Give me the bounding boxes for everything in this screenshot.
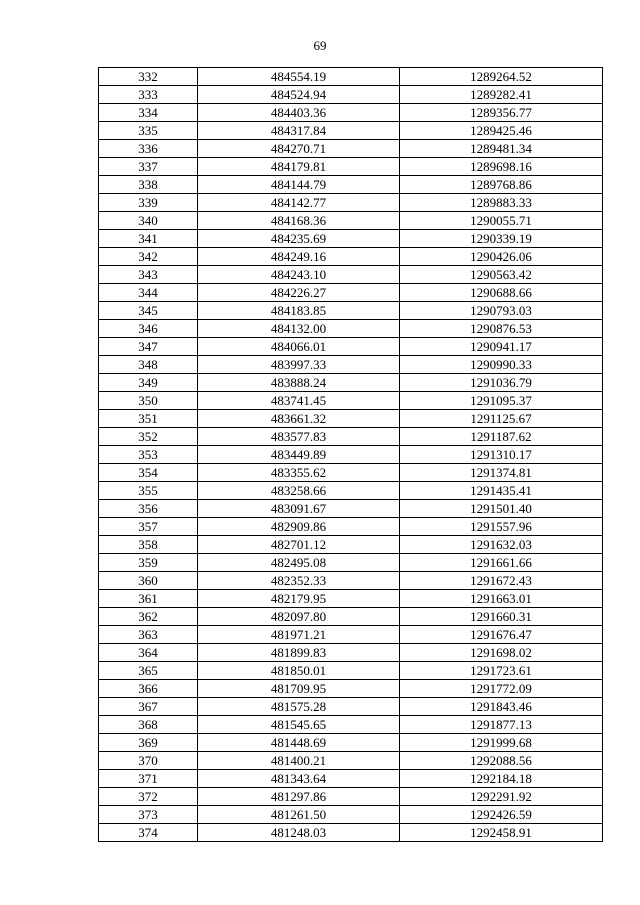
table-row xyxy=(99,86,603,104)
point-number-cell: 372 xyxy=(99,788,198,806)
y-coordinate-cell: 1290426.06 xyxy=(400,248,603,266)
table-row xyxy=(99,302,603,320)
point-number-cell: 338 xyxy=(99,176,198,194)
y-coordinate-cell: 1292088.56 xyxy=(400,752,603,770)
x-coordinate-cell: 482701.12 xyxy=(198,536,400,554)
y-coordinate-cell: 1291095.37 xyxy=(400,392,603,410)
table-row xyxy=(99,122,603,140)
y-coordinate-cell: 1290055.71 xyxy=(400,212,603,230)
y-coordinate-cell: 1290941.17 xyxy=(400,338,603,356)
x-coordinate-cell: 481343.64 xyxy=(198,770,400,788)
point-number-cell: 344 xyxy=(99,284,198,302)
y-coordinate-cell: 1291557.96 xyxy=(400,518,603,536)
x-coordinate-cell: 481448.69 xyxy=(198,734,400,752)
point-number-cell: 355 xyxy=(99,482,198,500)
point-number-cell: 342 xyxy=(99,248,198,266)
y-coordinate-cell: 1290990.33 xyxy=(400,356,603,374)
table-row xyxy=(99,320,603,338)
table-row xyxy=(99,662,603,680)
y-coordinate-cell: 1291723.61 xyxy=(400,662,603,680)
point-number-cell: 368 xyxy=(99,716,198,734)
y-coordinate-cell: 1291660.31 xyxy=(400,608,603,626)
point-number-cell: 346 xyxy=(99,320,198,338)
point-number-cell: 361 xyxy=(99,590,198,608)
point-number-cell: 356 xyxy=(99,500,198,518)
y-coordinate-cell: 1291843.46 xyxy=(400,698,603,716)
table-row xyxy=(99,158,603,176)
point-number-cell: 336 xyxy=(99,140,198,158)
table-row xyxy=(99,194,603,212)
point-number-cell: 332 xyxy=(99,68,198,86)
x-coordinate-cell: 483997.33 xyxy=(198,356,400,374)
x-coordinate-cell: 484168.36 xyxy=(198,212,400,230)
y-coordinate-cell: 1291310.17 xyxy=(400,446,603,464)
table-row xyxy=(99,806,603,824)
table-row xyxy=(99,644,603,662)
point-number-cell: 343 xyxy=(99,266,198,284)
y-coordinate-cell: 1291999.68 xyxy=(400,734,603,752)
y-coordinate-cell: 1289425.46 xyxy=(400,122,603,140)
x-coordinate-cell: 482495.08 xyxy=(198,554,400,572)
y-coordinate-cell: 1290876.53 xyxy=(400,320,603,338)
point-number-cell: 373 xyxy=(99,806,198,824)
y-coordinate-cell: 1289282.41 xyxy=(400,86,603,104)
y-coordinate-cell: 1291772.09 xyxy=(400,680,603,698)
x-coordinate-cell: 482097.80 xyxy=(198,608,400,626)
table-row xyxy=(99,500,603,518)
x-coordinate-cell: 481850.01 xyxy=(198,662,400,680)
point-number-cell: 349 xyxy=(99,374,198,392)
x-coordinate-cell: 481261.50 xyxy=(198,806,400,824)
table-row xyxy=(99,770,603,788)
x-coordinate-cell: 481248.03 xyxy=(198,824,400,842)
y-coordinate-cell: 1290793.03 xyxy=(400,302,603,320)
point-number-cell: 360 xyxy=(99,572,198,590)
table-row xyxy=(99,212,603,230)
table-row xyxy=(99,698,603,716)
y-coordinate-cell: 1291187.62 xyxy=(400,428,603,446)
x-coordinate-cell: 481971.21 xyxy=(198,626,400,644)
x-coordinate-cell: 484554.19 xyxy=(198,68,400,86)
x-coordinate-cell: 481709.95 xyxy=(198,680,400,698)
x-coordinate-cell: 484243.10 xyxy=(198,266,400,284)
table-row xyxy=(99,680,603,698)
table-row xyxy=(99,338,603,356)
point-number-cell: 348 xyxy=(99,356,198,374)
point-number-cell: 334 xyxy=(99,104,198,122)
x-coordinate-cell: 483577.83 xyxy=(198,428,400,446)
point-number-cell: 353 xyxy=(99,446,198,464)
point-number-cell: 347 xyxy=(99,338,198,356)
table-row xyxy=(99,824,603,842)
page-number: 69 xyxy=(313,38,327,53)
y-coordinate-cell: 1291676.47 xyxy=(400,626,603,644)
y-coordinate-cell: 1290563.42 xyxy=(400,266,603,284)
table-row xyxy=(99,356,603,374)
table-row xyxy=(99,464,603,482)
table-row xyxy=(99,536,603,554)
x-coordinate-cell: 484179.81 xyxy=(198,158,400,176)
x-coordinate-cell: 484270.71 xyxy=(198,140,400,158)
table-row xyxy=(99,428,603,446)
x-coordinate-cell: 484226.27 xyxy=(198,284,400,302)
point-number-cell: 364 xyxy=(99,644,198,662)
x-coordinate-cell: 481899.83 xyxy=(198,644,400,662)
table-row xyxy=(99,590,603,608)
y-coordinate-cell: 1291877.13 xyxy=(400,716,603,734)
x-coordinate-cell: 481400.21 xyxy=(198,752,400,770)
point-number-cell: 369 xyxy=(99,734,198,752)
y-coordinate-cell: 1291698.02 xyxy=(400,644,603,662)
y-coordinate-cell: 1292291.92 xyxy=(400,788,603,806)
x-coordinate-cell: 481545.65 xyxy=(198,716,400,734)
y-coordinate-cell: 1289768.86 xyxy=(400,176,603,194)
table-row xyxy=(99,788,603,806)
x-coordinate-cell: 484066.01 xyxy=(198,338,400,356)
table-row xyxy=(99,554,603,572)
x-coordinate-cell: 482179.95 xyxy=(198,590,400,608)
table-row xyxy=(99,176,603,194)
table-row xyxy=(99,518,603,536)
table-row xyxy=(99,104,603,122)
x-coordinate-cell: 483741.45 xyxy=(198,392,400,410)
table-row xyxy=(99,572,603,590)
y-coordinate-cell: 1291125.67 xyxy=(400,410,603,428)
x-coordinate-cell: 483888.24 xyxy=(198,374,400,392)
table-row xyxy=(99,626,603,644)
x-coordinate-cell: 484132.00 xyxy=(198,320,400,338)
x-coordinate-cell: 484524.94 xyxy=(198,86,400,104)
point-number-cell: 345 xyxy=(99,302,198,320)
point-number-cell: 374 xyxy=(99,824,198,842)
y-coordinate-cell: 1290339.19 xyxy=(400,230,603,248)
point-number-cell: 350 xyxy=(99,392,198,410)
table-row xyxy=(99,374,603,392)
y-coordinate-cell: 1291036.79 xyxy=(400,374,603,392)
y-coordinate-cell: 1289698.16 xyxy=(400,158,603,176)
point-number-cell: 363 xyxy=(99,626,198,644)
point-number-cell: 366 xyxy=(99,680,198,698)
point-number-cell: 354 xyxy=(99,464,198,482)
x-coordinate-cell: 483091.67 xyxy=(198,500,400,518)
y-coordinate-cell: 1292458.91 xyxy=(400,824,603,842)
x-coordinate-cell: 484235.69 xyxy=(198,230,400,248)
y-coordinate-cell: 1291435.41 xyxy=(400,482,603,500)
table-row xyxy=(99,68,603,86)
point-number-cell: 365 xyxy=(99,662,198,680)
point-number-cell: 337 xyxy=(99,158,198,176)
x-coordinate-cell: 484403.36 xyxy=(198,104,400,122)
point-number-cell: 340 xyxy=(99,212,198,230)
point-number-cell: 352 xyxy=(99,428,198,446)
y-coordinate-cell: 1291632.03 xyxy=(400,536,603,554)
table-row xyxy=(99,284,603,302)
point-number-cell: 341 xyxy=(99,230,198,248)
point-number-cell: 367 xyxy=(99,698,198,716)
y-coordinate-cell: 1291374.81 xyxy=(400,464,603,482)
table-row xyxy=(99,230,603,248)
table-row xyxy=(99,716,603,734)
y-coordinate-cell: 1290688.66 xyxy=(400,284,603,302)
y-coordinate-cell: 1292426.59 xyxy=(400,806,603,824)
x-coordinate-cell: 484183.85 xyxy=(198,302,400,320)
table-row xyxy=(99,410,603,428)
y-coordinate-cell: 1289883.33 xyxy=(400,194,603,212)
point-number-cell: 362 xyxy=(99,608,198,626)
point-number-cell: 371 xyxy=(99,770,198,788)
point-number-cell: 335 xyxy=(99,122,198,140)
table-row xyxy=(99,482,603,500)
x-coordinate-cell: 484249.16 xyxy=(198,248,400,266)
y-coordinate-cell: 1291663.01 xyxy=(400,590,603,608)
x-coordinate-cell: 483258.66 xyxy=(198,482,400,500)
table-row xyxy=(99,446,603,464)
y-coordinate-cell: 1289481.34 xyxy=(400,140,603,158)
point-number-cell: 358 xyxy=(99,536,198,554)
point-number-cell: 351 xyxy=(99,410,198,428)
x-coordinate-cell: 484142.77 xyxy=(198,194,400,212)
y-coordinate-cell: 1292184.18 xyxy=(400,770,603,788)
point-number-cell: 339 xyxy=(99,194,198,212)
x-coordinate-cell: 482352.33 xyxy=(198,572,400,590)
y-coordinate-cell: 1291661.66 xyxy=(400,554,603,572)
x-coordinate-cell: 484144.79 xyxy=(198,176,400,194)
x-coordinate-cell: 481575.28 xyxy=(198,698,400,716)
table-row xyxy=(99,734,603,752)
y-coordinate-cell: 1291672.43 xyxy=(400,572,603,590)
x-coordinate-cell: 481297.86 xyxy=(198,788,400,806)
table-row xyxy=(99,266,603,284)
table-row xyxy=(99,140,603,158)
x-coordinate-cell: 483355.62 xyxy=(198,464,400,482)
x-coordinate-cell: 483661.32 xyxy=(198,410,400,428)
table-row xyxy=(99,248,603,266)
coordinates-table xyxy=(98,67,603,842)
x-coordinate-cell: 483449.89 xyxy=(198,446,400,464)
x-coordinate-cell: 484317.84 xyxy=(198,122,400,140)
y-coordinate-cell: 1289264.52 xyxy=(400,68,603,86)
table-row xyxy=(99,752,603,770)
coordinates-table-body xyxy=(99,68,603,842)
point-number-cell: 357 xyxy=(99,518,198,536)
y-coordinate-cell: 1291501.40 xyxy=(400,500,603,518)
point-number-cell: 359 xyxy=(99,554,198,572)
point-number-cell: 333 xyxy=(99,86,198,104)
table-row xyxy=(99,608,603,626)
x-coordinate-cell: 482909.86 xyxy=(198,518,400,536)
y-coordinate-cell: 1289356.77 xyxy=(400,104,603,122)
table-row xyxy=(99,392,603,410)
point-number-cell: 370 xyxy=(99,752,198,770)
